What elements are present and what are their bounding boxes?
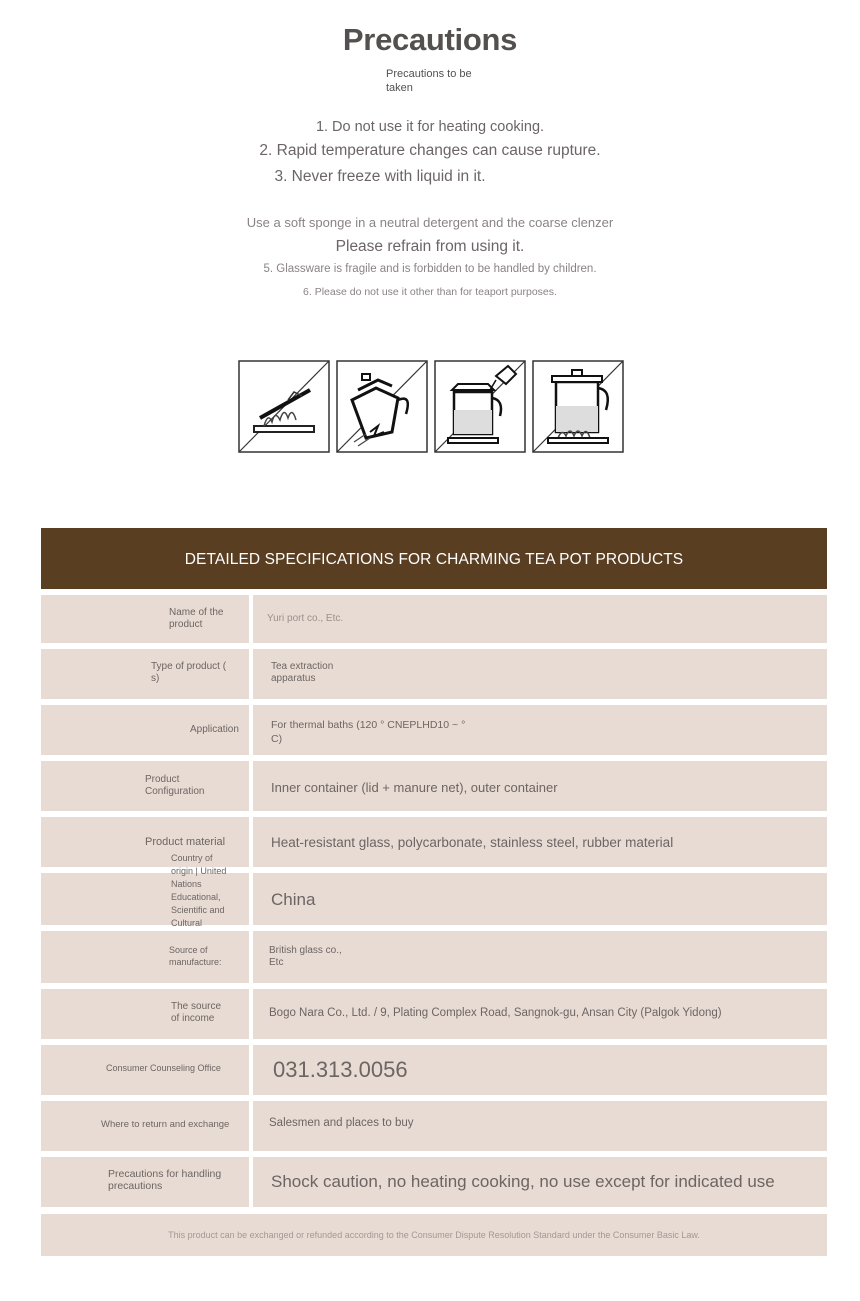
page-subtitle: Precautions to be taken [386,68,472,94]
spec-row-counseling-office [41,1045,827,1095]
spec-label: Where to return and exchange [101,1119,230,1130]
no-stove-heating-icon [532,360,624,453]
spec-row-manufacture [41,931,827,983]
spec-footer-note: This product can be exchanged or refunded according to the Consumer Dispute Resolution Standard under the Consumer Basic Law. [41,1214,827,1256]
spec-value: Salesmen and places to buy [269,1117,414,1129]
precaution-line-4: Use a soft sponge in a neutral detergent and the coarse clenzer [246,215,614,230]
spec-label: Source of manufacture: [169,945,222,967]
spec-row-application [41,705,827,755]
spec-value: British glass co., Etc [269,945,342,968]
spec-row-handling-precautions [41,1157,827,1207]
spec-label: The source of income [171,1001,222,1024]
spec-header: DETAILED SPECIFICATIONS FOR CHARMING TEA POT PRODUCTS [41,528,827,589]
spec-value: Yuri port co., Etc. [267,613,344,624]
spec-value: Shock caution, no heating cooking, no use except for indicated use [271,1172,775,1191]
precaution-line-6: 5. Glassware is fragile and is forbidden to be handled by children. [263,263,597,275]
spec-row-product-type [41,649,827,699]
spec-label: Product Configuration [145,774,205,797]
spec-value: China [271,890,316,909]
precaution-line-1: 1. Do not use it for heating cooking. [315,119,545,135]
spec-label: Application [190,724,239,735]
spec-value: Bogo Nara Co., Ltd. / 9, Plating Complex Road, Sangnok-gu, Ansan City (Palgok Yidong) [269,1007,722,1019]
spec-row-configuration [41,761,827,811]
spec-value: Heat-resistant glass, polycarbonate, stainless steel, rubber material [271,835,674,850]
spec-row-income-source [41,989,827,1039]
specification-table [41,528,827,1256]
spec-row-product-name [41,595,827,643]
spec-label: Product material [145,836,226,848]
spec-value: 031.313.0056 [273,1057,408,1082]
spec-value: Inner container (lid + manure net), outer container [271,780,558,795]
precaution-line-3: 3. Never freeze with liquid in it. [274,168,486,185]
no-temperature-shock-icon [336,360,428,453]
spec-label: Precautions for handling precautions [108,1168,222,1192]
precaution-line-7: 6. Please do not use it other than for teaport purposes. [303,286,557,298]
no-pour-on-stove-icon [434,360,526,453]
spec-label: Type of product ( s) [151,661,227,684]
spec-row-material [41,817,827,867]
precaution-line-5: Please refrain from using it. [335,238,525,255]
no-flame-heating-icon [238,360,330,453]
spec-row-country-origin [41,873,827,925]
spec-value: For thermal baths (120 ° CNEPLHD10 ~ ° C) [271,719,466,745]
spec-row-return-exchange [41,1101,827,1151]
page-title: Precautions [342,22,518,57]
spec-label-country-origin: Country of origin | United Nations Educational, Scientific and Cultural [171,853,227,928]
spec-value: Tea extraction apparatus [271,661,334,684]
precaution-line-2: 2. Rapid temperature changes can cause rupture. [259,142,601,159]
spec-label: Consumer Counseling Office [106,1063,221,1073]
spec-label: Name of the product [169,607,224,630]
